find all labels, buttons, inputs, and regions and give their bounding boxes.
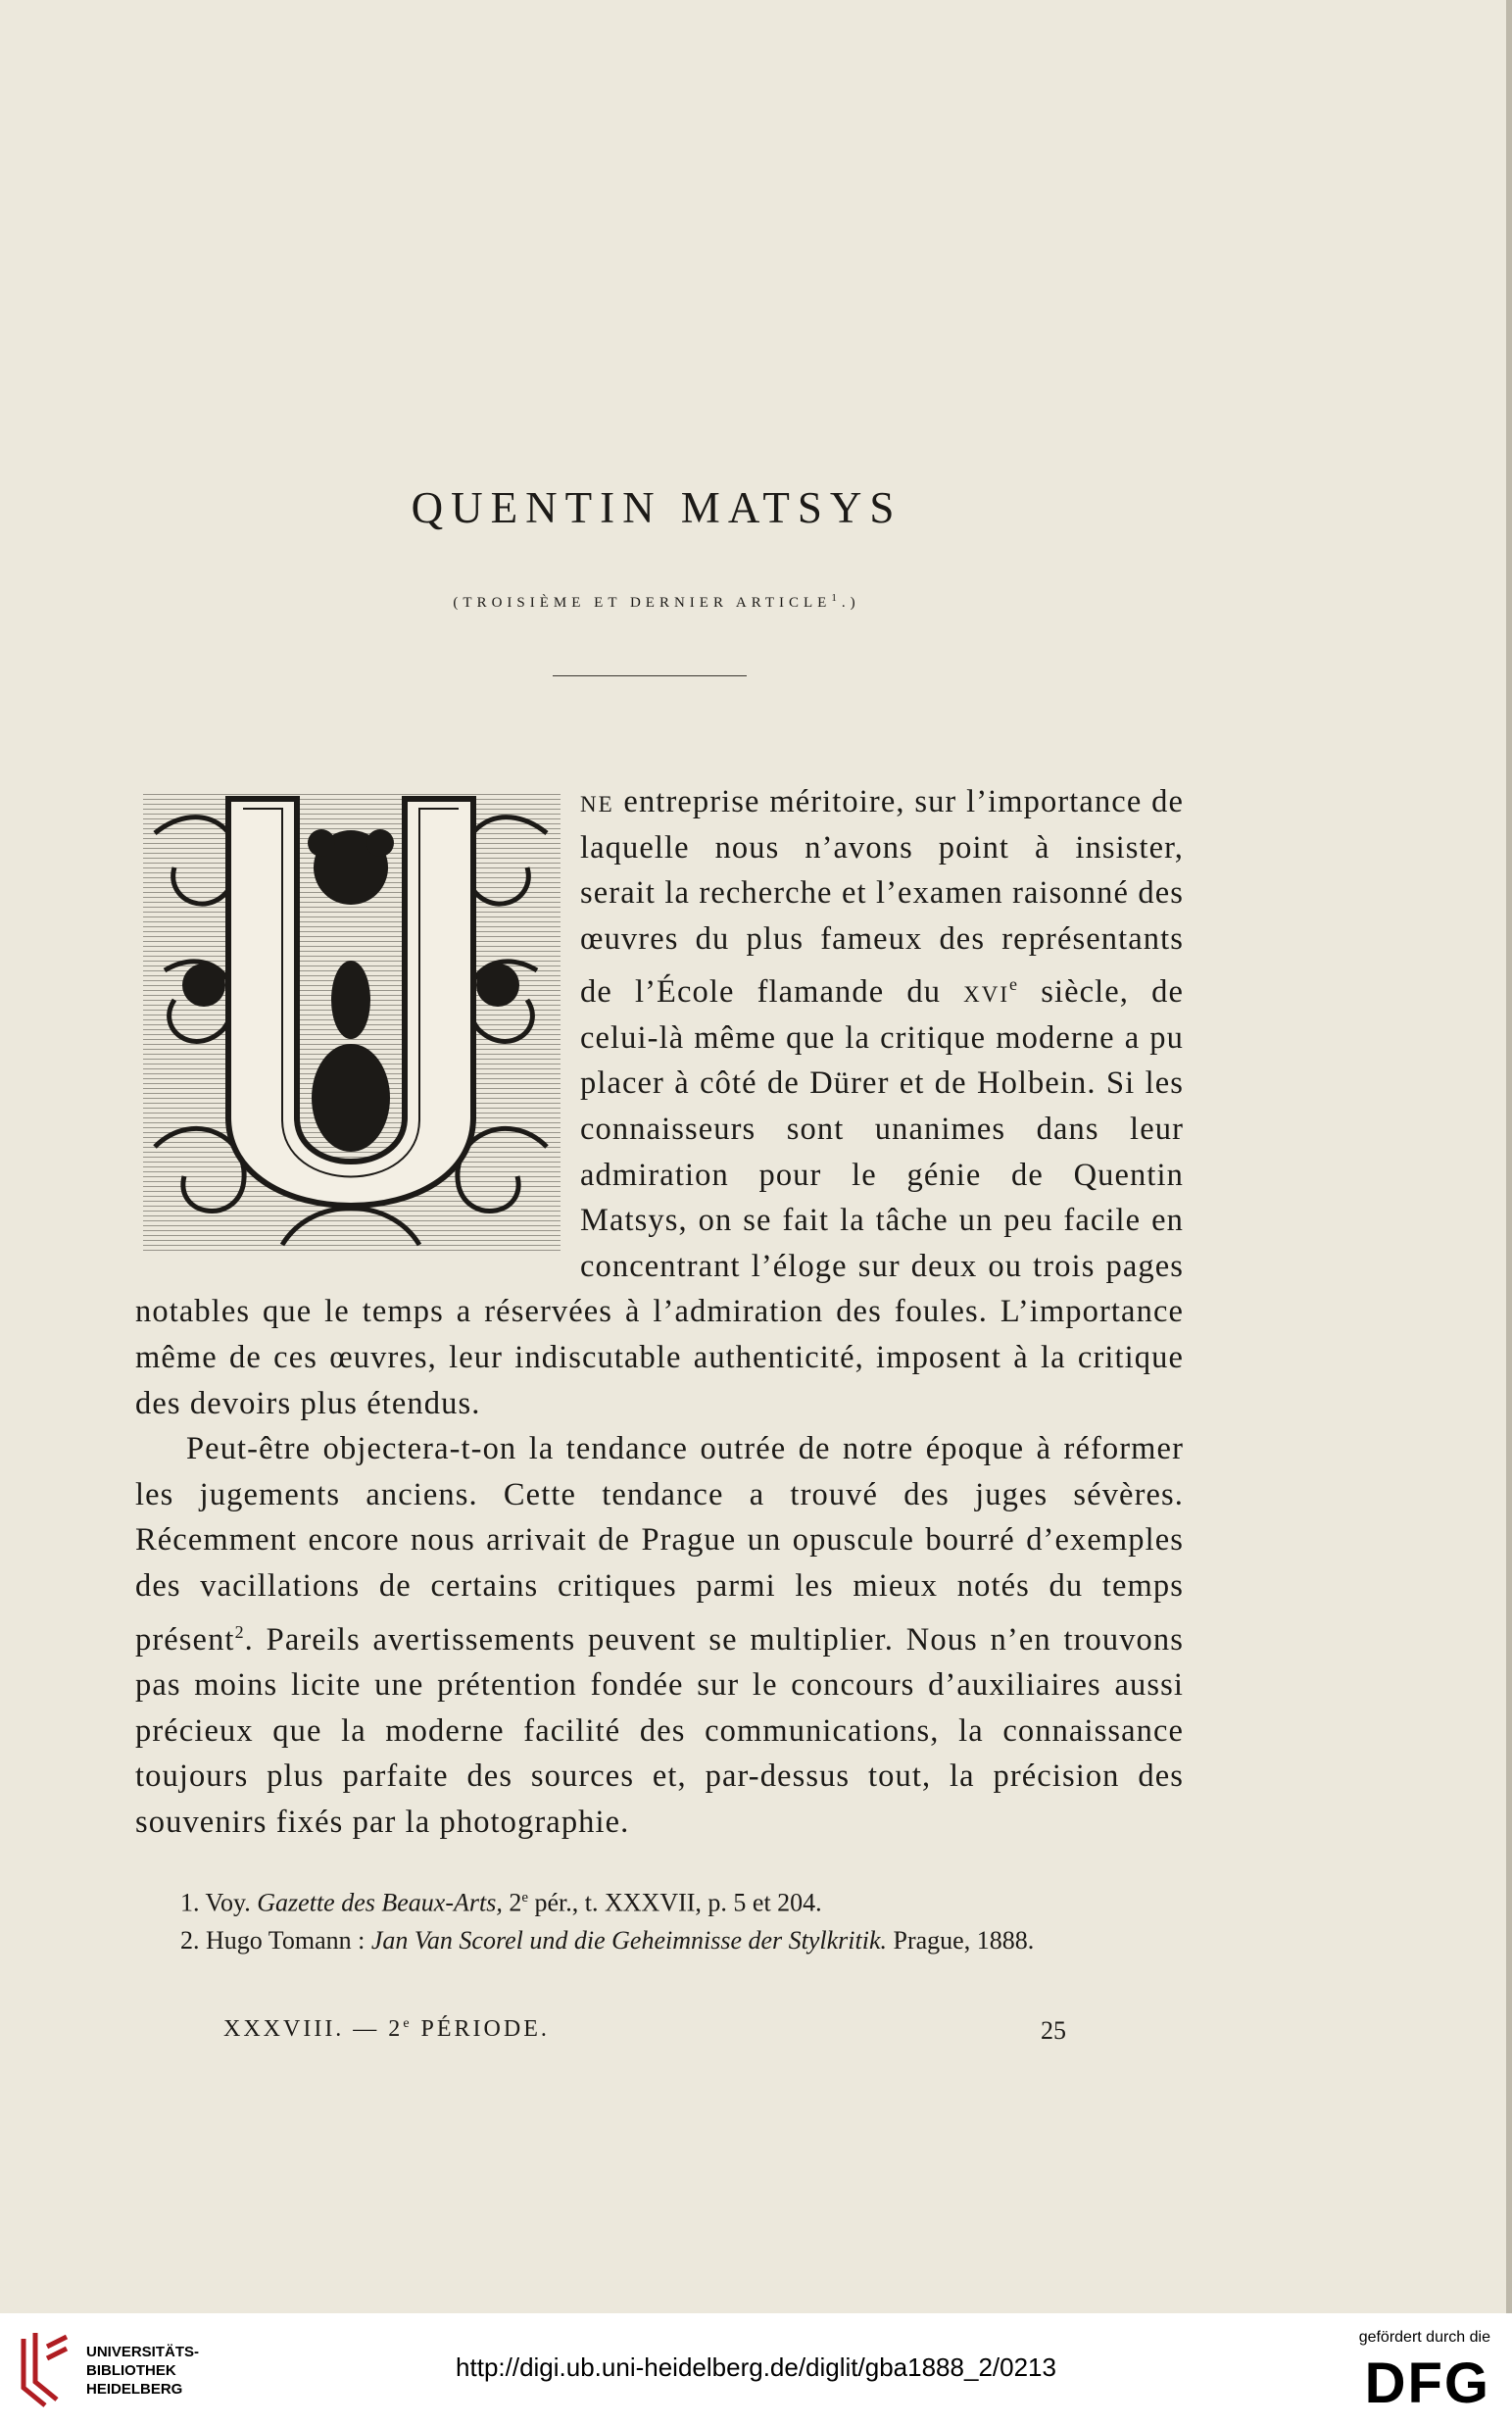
footnote-1-mid: 2 — [502, 1888, 522, 1917]
footnote-2-pre: Hugo Tomann : — [199, 1925, 371, 1955]
digitization-banner — [0, 2313, 1512, 2426]
first-word-rest: ne — [580, 784, 614, 819]
volume-period-sup: e — [403, 2016, 413, 2031]
page-footer — [223, 2016, 1066, 2043]
funder-label: gefördert durch die — [1358, 2329, 1490, 2346]
title-rule — [553, 675, 747, 676]
paragraph-2-text: Peut-être objectera-t-on la tendance outrée de notre époque à réformer les jugements anciens. Cette tendance a trouvé des juges sévères. Récemment encore nous arrivait de Prague un opuscule bourré d’exemples des vacillations de certains critiques parmi les mieux notés du temps présent — [135, 1431, 1184, 1658]
footnote-2-post: Prague, 1888. — [887, 1925, 1035, 1955]
volume-period-pre: XXXVIII. — 2 — [223, 2016, 404, 2042]
paragraph-2-footnote-ref: 2 — [234, 1621, 245, 1642]
footnote-2-number: 2. — [180, 1925, 200, 1955]
permalink-url[interactable]: http://digi.ub.uni-heidelberg.de/diglit/gba1888_2/0213 — [456, 2352, 1056, 2382]
footnote-1-post: pér., t. XXXVII, p. 5 et 204. — [528, 1888, 822, 1917]
article-body — [135, 779, 1184, 1845]
subtitle-footnote-ref: 1 — [831, 592, 842, 604]
page-number: 25 — [1041, 2016, 1066, 2045]
initial-spacer — [135, 779, 580, 1269]
paragraph-2 — [135, 1426, 1184, 1845]
paragraph-2-end: . Pareils avertissements peuvent se multiplier. Nous n’en trouvons pas moins licite une prétention fondée sur le concours d’auxiliaires aussi précieux que la moderne facilité des communications, la connaissance toujours plus parfaite des sources et, par-dessus tout, la précision des souvenirs fixés par la photographie. — [135, 1621, 1184, 1840]
footnotes — [120, 1879, 1186, 1959]
footnote-1-pre: Voy. — [199, 1888, 258, 1917]
volume-period-post: PÉRIODE. — [412, 2016, 550, 2042]
century-sup: e — [1009, 974, 1019, 995]
dfg-logo-icon[interactable]: DFG — [1364, 2352, 1490, 2415]
article-title: QUENTIN MATSYS — [411, 483, 902, 532]
library-line-3: HEIDELBERG — [86, 2381, 183, 2398]
paragraph-1-text: entreprise méritoire, sur l’importance de laquelle nous n’avons point à insister, serait la recherche et l’examen raisonné des œuvres du plus fameux des représentants de l’École flamande du — [580, 784, 1184, 1011]
footnote-1 — [120, 1879, 1186, 1922]
library-line-1: UNIVERSITÄTS- — [86, 2344, 200, 2360]
paragraph-1-end: siècle, de celui-là même que la critique moderne a pu placer à côté de Dürer et de Holbein. Si les connaisseurs sont unanimes dans leur admiration pour le génie de Quentin Matsys, on se fait la tâche un peu facile en concentrant l’éloge sur deux ou trois pages notables que le temps a réservées à l’admiration des foules. L’importance même de ces œuvres, leur indiscutable authenticité, imposent à la critique des devoirs plus étendus. — [135, 974, 1184, 1421]
article-subtitle — [0, 592, 1313, 612]
footnote-2-book: Jan Van Scorel und die Geheimnisse der Stylkritik. — [370, 1925, 888, 1955]
footnote-1-number: 1. — [180, 1888, 200, 1917]
subtitle-close: .) — [841, 595, 860, 611]
footnote-1-journal: Gazette des Beaux-Arts, — [257, 1888, 503, 1917]
subtitle-text: (TROISIÈME ET DERNIER ARTICLE — [453, 595, 832, 611]
century-numeral: xvi — [963, 974, 1010, 1011]
library-line-2: BIBLIOTHEK — [86, 2362, 176, 2379]
footnote-1-sup: e — [521, 1890, 528, 1906]
footnote-2 — [120, 1922, 1186, 1959]
volume-period — [223, 2016, 550, 2042]
